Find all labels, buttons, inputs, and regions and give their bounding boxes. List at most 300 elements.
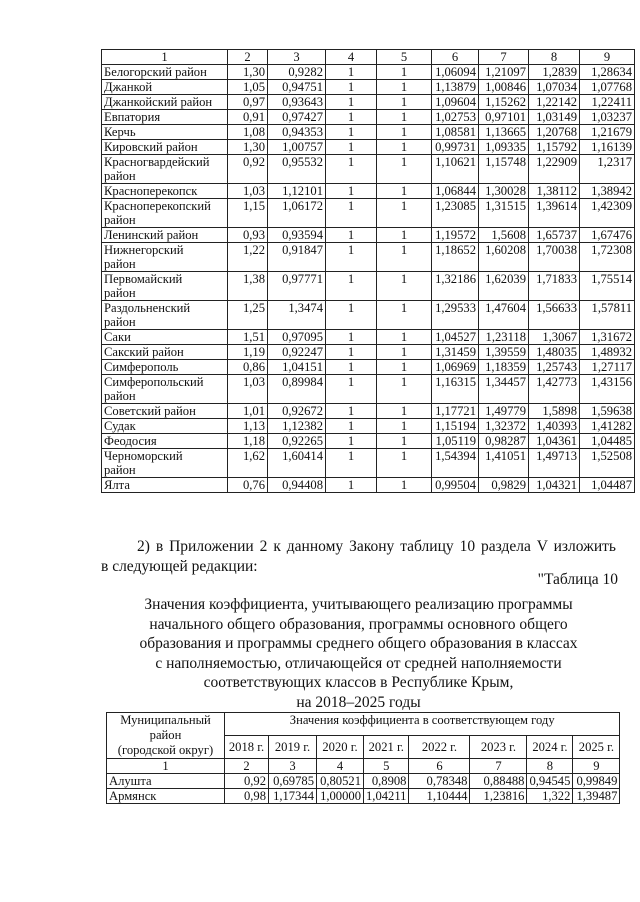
value-cell: 1,32186 — [432, 272, 479, 301]
value-cell: 0,99849 — [573, 774, 620, 789]
value-cell: 1 — [377, 434, 432, 449]
value-cell: 1,23118 — [479, 330, 529, 345]
value-cell: 1,30028 — [479, 184, 529, 199]
region-name-cell — [102, 345, 228, 360]
value-cell: 1,04321 — [529, 478, 580, 493]
region-name-cell — [102, 375, 228, 404]
column-number: 8 — [527, 759, 573, 774]
value-cell: 1 — [326, 419, 377, 434]
value-cell: 1,65737 — [529, 228, 580, 243]
value-cell: 1,08 — [228, 125, 268, 140]
value-cell: 1,04211 — [364, 789, 409, 804]
value-cell: 1 — [326, 95, 377, 110]
table-row — [107, 789, 620, 804]
header-text: Муниципальный — [120, 713, 211, 727]
value-cell: 1,18 — [228, 434, 268, 449]
region-name-cell — [102, 110, 228, 125]
table-row — [102, 80, 635, 95]
region-column-header — [107, 713, 225, 759]
value-cell: 1,39559 — [479, 345, 529, 360]
value-cell: 1,01 — [228, 404, 268, 419]
value-cell: 1,41282 — [580, 419, 635, 434]
value-cell: 1 — [377, 301, 432, 330]
value-cell: 0,95532 — [268, 155, 326, 184]
value-cell: 1,49713 — [529, 449, 580, 478]
table-row — [102, 449, 635, 478]
region-name: Раздольненский — [104, 301, 191, 315]
value-cell: 1,18652 — [432, 243, 479, 272]
value-cell: 1,15792 — [529, 140, 580, 155]
value-cell: 1,03237 — [580, 110, 635, 125]
table-header-row — [107, 713, 620, 736]
value-cell: 1 — [377, 140, 432, 155]
table-row — [102, 360, 635, 375]
caption-line: Значения коэффициента, учитывающего реализацию программы — [144, 596, 573, 613]
value-cell: 1,16315 — [432, 375, 479, 404]
value-cell: 0,89984 — [268, 375, 326, 404]
value-cell: 0,94751 — [268, 80, 326, 95]
region-name: Первомайский — [104, 272, 183, 286]
value-cell: 1,20768 — [529, 125, 580, 140]
value-cell: 1,06094 — [432, 65, 479, 80]
value-cell: 1,38112 — [529, 184, 580, 199]
value-cell: 1,3067 — [529, 330, 580, 345]
region-name-cell — [102, 125, 228, 140]
value-cell: 1,2839 — [529, 65, 580, 80]
value-cell: 1,17344 — [269, 789, 317, 804]
value-cell: 1 — [377, 65, 432, 80]
region-name: Красноперекопск — [104, 184, 198, 198]
region-name-cell — [102, 140, 228, 155]
value-cell: 0,91847 — [268, 243, 326, 272]
value-cell: 1,38942 — [580, 184, 635, 199]
value-cell: 1,27117 — [580, 360, 635, 375]
value-cell: 1,12382 — [268, 419, 326, 434]
value-cell: 1,30 — [228, 65, 268, 80]
value-cell: 0,97101 — [479, 110, 529, 125]
region-name: Джанкойский район — [104, 95, 213, 109]
value-cell: 1 — [326, 478, 377, 493]
value-cell: 1 — [377, 345, 432, 360]
value-cell: 1,62039 — [479, 272, 529, 301]
value-cell: 0,80521 — [317, 774, 364, 789]
region-name: Нижнегорский — [104, 243, 184, 257]
value-cell: 0,97427 — [268, 110, 326, 125]
value-cell: 1,2317 — [580, 155, 635, 184]
table-row — [102, 272, 635, 301]
value-cell: 1,13 — [228, 419, 268, 434]
value-cell: 1,3474 — [268, 301, 326, 330]
value-cell: 1 — [377, 449, 432, 478]
region-name-cell — [102, 65, 228, 80]
table-row — [102, 243, 635, 272]
value-cell: 1,39487 — [573, 789, 620, 804]
year-header: 2025 г. — [573, 736, 620, 759]
value-cell: 1 — [377, 184, 432, 199]
value-cell: 1 — [377, 330, 432, 345]
region-name: Ленинский район — [104, 228, 199, 242]
value-cell: 1,09604 — [432, 95, 479, 110]
table-row — [102, 199, 635, 228]
table-row — [102, 301, 635, 330]
value-cell: 0,99504 — [432, 478, 479, 493]
table-row — [102, 140, 635, 155]
region-name-cell — [102, 155, 228, 184]
paragraph-line-2: в следующей редакции: — [101, 558, 258, 575]
value-cell: 0,99731 — [432, 140, 479, 155]
value-cell: 1,17721 — [432, 404, 479, 419]
value-cell: 1,5608 — [479, 228, 529, 243]
value-cell: 1,22411 — [580, 95, 635, 110]
value-cell: 1,322 — [527, 789, 573, 804]
value-cell: 1 — [326, 65, 377, 80]
value-cell: 1,47604 — [479, 301, 529, 330]
value-cell: 1,42773 — [529, 375, 580, 404]
value-cell: 1 — [326, 272, 377, 301]
value-cell: 1 — [326, 360, 377, 375]
table-caption — [101, 595, 616, 712]
value-cell: 1 — [377, 478, 432, 493]
value-cell: 1,52508 — [580, 449, 635, 478]
value-cell: 1,05119 — [432, 434, 479, 449]
value-cell: 1 — [326, 228, 377, 243]
value-cell: 1,57811 — [580, 301, 635, 330]
value-cell: 1 — [377, 360, 432, 375]
value-cell: 1,31459 — [432, 345, 479, 360]
value-cell: 1,29533 — [432, 301, 479, 330]
table-10 — [106, 712, 620, 804]
table-row — [102, 65, 635, 80]
value-cell: 1,48035 — [529, 345, 580, 360]
value-cell: 1,43156 — [580, 375, 635, 404]
value-cell: 1,03 — [228, 375, 268, 404]
value-cell: 1 — [377, 272, 432, 301]
value-cell: 1 — [326, 110, 377, 125]
column-number: 4 — [326, 50, 377, 65]
caption-line: с наполняемостью, отличающейся от средней наполняемости — [155, 654, 562, 672]
value-cell: 1 — [326, 243, 377, 272]
value-cell: 0,76 — [228, 478, 268, 493]
region-name: район — [104, 257, 136, 271]
value-cell: 1,62 — [228, 449, 268, 478]
value-cell: 1,05 — [228, 80, 268, 95]
value-cell: 0,94545 — [527, 774, 573, 789]
value-cell: 0,98287 — [479, 434, 529, 449]
value-cell: 1 — [326, 80, 377, 95]
value-cell: 1,34457 — [479, 375, 529, 404]
value-cell: 0,98 — [225, 789, 269, 804]
region-name: Армянск — [107, 789, 225, 804]
value-cell: 1,09335 — [479, 140, 529, 155]
table-row — [102, 434, 635, 449]
column-number: 4 — [317, 759, 364, 774]
value-cell: 1 — [326, 345, 377, 360]
value-cell: 1,06969 — [432, 360, 479, 375]
coefficients-table-continued — [101, 49, 635, 493]
year-header: 2021 г. — [364, 736, 409, 759]
region-name-cell — [102, 419, 228, 434]
region-name-cell — [102, 272, 228, 301]
value-cell: 1,18359 — [479, 360, 529, 375]
value-cell: 0,9829 — [479, 478, 529, 493]
value-cell: 1,70038 — [529, 243, 580, 272]
value-cell: 1 — [326, 434, 377, 449]
value-cell: 1,22142 — [529, 95, 580, 110]
table-row — [107, 774, 620, 789]
value-cell: 1,04151 — [268, 360, 326, 375]
value-cell: 0,88488 — [470, 774, 527, 789]
column-number: 1 — [102, 50, 228, 65]
table-row — [102, 419, 635, 434]
region-name-cell — [102, 434, 228, 449]
value-cell: 1 — [377, 375, 432, 404]
column-number: 2 — [228, 50, 268, 65]
value-cell: 0,94353 — [268, 125, 326, 140]
value-cell: 1,40393 — [529, 419, 580, 434]
value-cell: 1 — [377, 125, 432, 140]
value-cell: 1,41051 — [479, 449, 529, 478]
region-name-cell — [102, 330, 228, 345]
caption-line: соответствующих классов в Республике Крым, — [203, 674, 514, 691]
column-number: 9 — [580, 50, 635, 65]
column-number: 7 — [479, 50, 529, 65]
value-cell: 1 — [326, 184, 377, 199]
value-cell: 1,22 — [228, 243, 268, 272]
value-cell: 1,19572 — [432, 228, 479, 243]
value-cell: 1,16139 — [580, 140, 635, 155]
value-cell: 1,00757 — [268, 140, 326, 155]
value-cell: 1 — [326, 125, 377, 140]
value-cell: 0,92265 — [268, 434, 326, 449]
region-name-cell — [102, 95, 228, 110]
region-name-cell — [102, 80, 228, 95]
value-cell: 0,78348 — [409, 774, 470, 789]
value-cell: 1,00000 — [317, 789, 364, 804]
region-name: Феодосия — [104, 434, 157, 448]
table-row — [102, 110, 635, 125]
table-row — [102, 125, 635, 140]
value-cell: 1,32372 — [479, 419, 529, 434]
header-text: (городской округ) — [117, 743, 214, 757]
value-cell: 1 — [377, 95, 432, 110]
value-cell: 1 — [377, 110, 432, 125]
year-header: 2018 г. — [225, 736, 269, 759]
value-cell: 1,51 — [228, 330, 268, 345]
value-cell: 1,10621 — [432, 155, 479, 184]
value-cell: 1,15262 — [479, 95, 529, 110]
value-cell: 1,03 — [228, 184, 268, 199]
value-cell: 1,04485 — [580, 434, 635, 449]
value-cell: 1,13879 — [432, 80, 479, 95]
value-cell: 1 — [326, 375, 377, 404]
value-cell: 1,25743 — [529, 360, 580, 375]
value-cell: 1,60414 — [268, 449, 326, 478]
column-number: 6 — [409, 759, 470, 774]
value-cell: 1,59638 — [580, 404, 635, 419]
caption-line: начального общего образования, программы основного общего — [149, 615, 568, 633]
region-name: Симферополь — [104, 360, 179, 374]
value-cell: 1 — [377, 404, 432, 419]
value-cell: 1,23085 — [432, 199, 479, 228]
value-cell: 1 — [377, 243, 432, 272]
value-cell: 0,8908 — [364, 774, 409, 789]
value-cell: 1 — [377, 228, 432, 243]
region-name-cell — [102, 360, 228, 375]
value-cell: 0,94408 — [268, 478, 326, 493]
column-number: 7 — [470, 759, 527, 774]
value-cell: 1,72308 — [580, 243, 635, 272]
table-row — [102, 155, 635, 184]
value-cell: 0,92247 — [268, 345, 326, 360]
value-cell: 1,71833 — [529, 272, 580, 301]
value-cell: 1,30 — [228, 140, 268, 155]
value-cell: 1,75514 — [580, 272, 635, 301]
region-name: Саки — [104, 330, 131, 344]
region-name: Судак — [104, 419, 136, 433]
region-name: Белогорский район — [104, 65, 207, 79]
region-name-cell — [102, 449, 228, 478]
value-cell: 1,04527 — [432, 330, 479, 345]
value-cell: 1,15 — [228, 199, 268, 228]
table-row — [102, 404, 635, 419]
table-row — [102, 95, 635, 110]
region-name: район — [104, 463, 136, 477]
region-name: район — [104, 213, 136, 227]
value-cell: 0,92 — [228, 155, 268, 184]
region-name: Сакский район — [104, 345, 184, 359]
value-cell: 1 — [326, 404, 377, 419]
value-cell: 1,60208 — [479, 243, 529, 272]
column-number: 9 — [573, 759, 620, 774]
value-cell: 1,67476 — [580, 228, 635, 243]
value-cell: 0,93643 — [268, 95, 326, 110]
region-name-cell — [102, 199, 228, 228]
region-name-cell — [102, 228, 228, 243]
value-cell: 1 — [377, 199, 432, 228]
region-name: Евпатория — [104, 110, 161, 124]
value-cell: 1 — [326, 330, 377, 345]
region-name: Алушта — [107, 774, 225, 789]
region-name: район — [104, 389, 136, 403]
value-cell: 1,28634 — [580, 65, 635, 80]
value-cell: 1,56633 — [529, 301, 580, 330]
value-cell: 0,91 — [228, 110, 268, 125]
column-number: 3 — [268, 50, 326, 65]
value-cell: 1 — [377, 80, 432, 95]
value-cell: 1,04487 — [580, 478, 635, 493]
value-cell: 1,15748 — [479, 155, 529, 184]
value-cell: 0,97771 — [268, 272, 326, 301]
year-header: 2022 г. — [409, 736, 470, 759]
region-name: Джанкой — [104, 80, 153, 94]
region-name: Советский район — [104, 404, 196, 418]
table-label: "Таблица 10 — [537, 571, 618, 588]
value-cell: 1,49779 — [479, 404, 529, 419]
value-cell: 0,93 — [228, 228, 268, 243]
group-header: Значения коэффициента в соответствующем году — [225, 713, 620, 736]
value-cell: 1 — [326, 155, 377, 184]
region-name-cell — [102, 404, 228, 419]
value-cell: 1,48932 — [580, 345, 635, 360]
region-name: Ялта — [104, 478, 130, 492]
table-row — [102, 330, 635, 345]
value-cell: 0,97095 — [268, 330, 326, 345]
table-row — [102, 228, 635, 243]
value-cell: 1,13665 — [479, 125, 529, 140]
region-name-cell — [102, 478, 228, 493]
value-cell: 1,06172 — [268, 199, 326, 228]
value-cell: 1,12101 — [268, 184, 326, 199]
region-name: Черноморский — [104, 449, 183, 463]
value-cell: 1,22909 — [529, 155, 580, 184]
value-cell: 1,21097 — [479, 65, 529, 80]
value-cell: 1,19 — [228, 345, 268, 360]
region-name: Красногвардейский — [104, 155, 210, 169]
value-cell: 1,5898 — [529, 404, 580, 419]
value-cell: 1,07034 — [529, 80, 580, 95]
year-header: 2019 г. — [269, 736, 317, 759]
value-cell: 1,15194 — [432, 419, 479, 434]
value-cell: 1,39614 — [529, 199, 580, 228]
value-cell: 1 — [377, 155, 432, 184]
column-number: 3 — [269, 759, 317, 774]
year-header: 2024 г. — [527, 736, 573, 759]
value-cell: 1 — [326, 449, 377, 478]
value-cell: 1,00846 — [479, 80, 529, 95]
value-cell: 0,93594 — [268, 228, 326, 243]
value-cell: 1,21679 — [580, 125, 635, 140]
region-name-cell — [102, 243, 228, 272]
column-number: 5 — [364, 759, 409, 774]
value-cell: 1,10444 — [409, 789, 470, 804]
value-cell: 1,31672 — [580, 330, 635, 345]
table-row — [102, 345, 635, 360]
value-cell: 0,92672 — [268, 404, 326, 419]
table-row — [102, 375, 635, 404]
value-cell: 1,54394 — [432, 449, 479, 478]
value-cell: 1,02753 — [432, 110, 479, 125]
region-name: Красноперекопский — [104, 199, 211, 213]
region-name-cell — [102, 301, 228, 330]
column-number-row — [107, 759, 620, 774]
region-name: район — [104, 169, 136, 183]
column-number: 6 — [432, 50, 479, 65]
value-cell: 1 — [377, 419, 432, 434]
value-cell: 1,31515 — [479, 199, 529, 228]
value-cell: 1,04361 — [529, 434, 580, 449]
value-cell: 1,07768 — [580, 80, 635, 95]
value-cell: 0,97 — [228, 95, 268, 110]
column-number: 5 — [377, 50, 432, 65]
table-row — [102, 184, 635, 199]
caption-line: образования и программы среднего общего образования в классах — [139, 635, 578, 652]
region-name: район — [104, 286, 136, 300]
value-cell: 1,08581 — [432, 125, 479, 140]
value-cell: 1,42309 — [580, 199, 635, 228]
value-cell: 1,38 — [228, 272, 268, 301]
region-name: Кировский район — [104, 140, 198, 154]
value-cell: 0,9282 — [268, 65, 326, 80]
value-cell: 1,25 — [228, 301, 268, 330]
value-cell: 1 — [326, 140, 377, 155]
value-cell: 0,92 — [225, 774, 269, 789]
caption-line: на 2018–2025 годы — [296, 693, 421, 711]
column-number: 1 — [107, 759, 225, 774]
region-name-cell — [102, 184, 228, 199]
region-name: Симферопольский — [104, 375, 204, 389]
value-cell: 1,06844 — [432, 184, 479, 199]
column-number: 8 — [529, 50, 580, 65]
